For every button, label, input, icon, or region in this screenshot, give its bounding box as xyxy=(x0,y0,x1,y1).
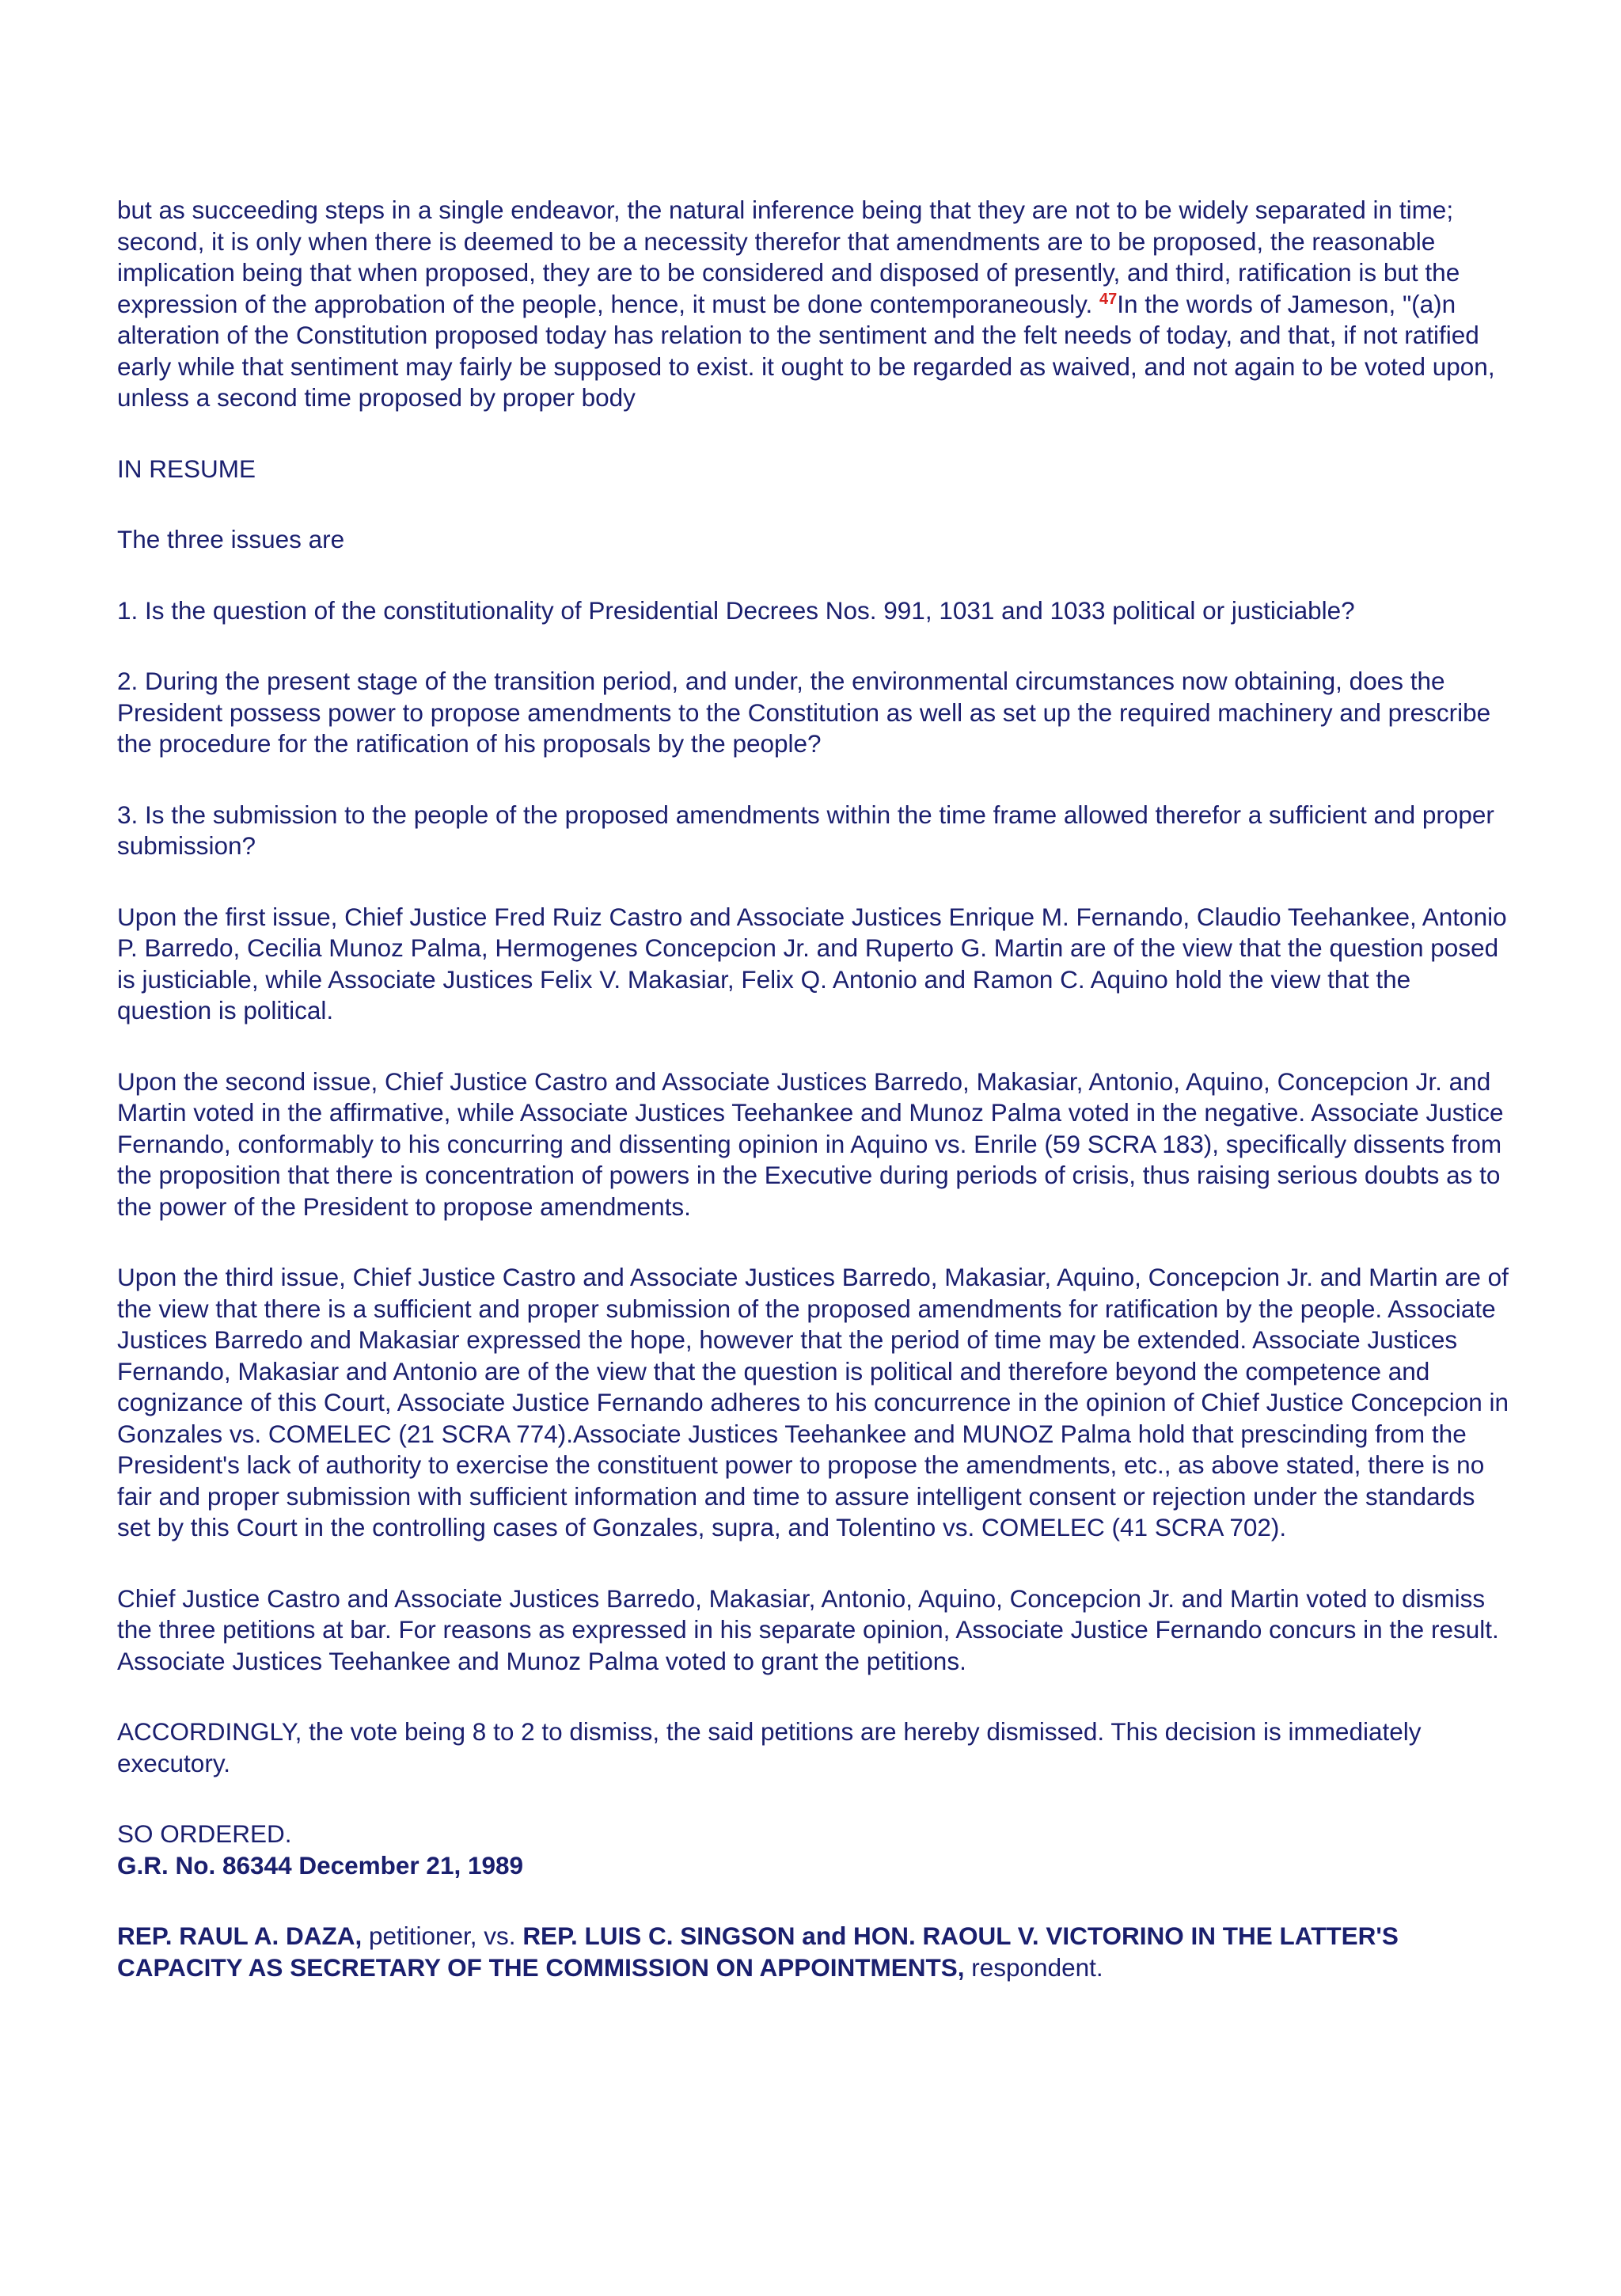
continuation-paragraph xyxy=(117,195,1512,414)
accordingly-paragraph: ACCORDINGLY, the vote being 8 to 2 to dismiss, the said petitions are hereby dismissed. This decision is immediately executory. xyxy=(117,1717,1422,1777)
gr-number-heading: G.R. No. 86344 December 21, 1989 xyxy=(117,1850,524,1880)
dismissal-vote: Chief Justice Castro and Associate Justices Barredo, Makasiar, Antonio, Aquino, Concepcion Jr. and Martin voted to dismiss the three petitions at bar. For reasons as expressed in his separate opinion, Associate Justice Fernando concurs in the result. Associate Justices Teehankee and Munoz Palma voted to grant the petitions. xyxy=(117,1583,1499,1675)
so-ordered: SO ORDERED. xyxy=(117,1819,292,1848)
first-issue-vote: Upon the first issue, Chief Justice Fred Ruiz Castro and Associate Justices Enrique M. Fernando, Claudio Teehankee, Antonio P. Barredo, Cecilia Munoz Palma, Hermogenes Concepcion Jr. and Ruperto G. Martin are of the view that the question posed is justiciable, while Associate Justices Felix V. Makasiar, Felix Q. Antonio and Ramon C. Aquino hold the view that the question is political. xyxy=(117,902,1507,1024)
issue-3: 3. Is the submission to the people of the proposed amendments within the time frame allowed therefor a sufficient and proper submission? xyxy=(117,800,1494,860)
section-heading-in-resume: IN RESUME xyxy=(117,454,256,483)
issue-1: 1. Is the question of the constitutionality of Presidential Decrees Nos. 991, 1031 and 1033 political or justiciable? xyxy=(117,595,1355,625)
footnote-marker[interactable]: 47 xyxy=(1099,290,1118,308)
issues-intro: The three issues are xyxy=(117,525,345,553)
case-title xyxy=(117,1921,1512,1983)
issue-2: 2. During the present stage of the transition period, and under, the environmental circumstances now obtaining, does the President possess power to propose amendments to the Constitution as well as set up the required machinery and prescribe the procedure for the ratification of his proposals by the people? xyxy=(117,667,1491,758)
continuation-text: but as succeeding steps in a single endeavor, the natural inference being that they are not to be widely separated in time; second, it is only when there is deemed to be a necessity therefor that amendments are to be proposed, the reasonable implication being that when proposed, they are to be considered and disposed of presently, and third, ratification is but the expression of the approbation of the people, hence, it must be done contemporaneously. xyxy=(117,196,1460,318)
second-issue-vote: Upon the second issue, Chief Justice Castro and Associate Justices Barredo, Makasiar, Antonio, Aquino, Concepcion Jr. and Martin voted in the affirmative, while Associate Justices Teehankee and Munoz Palma voted in the negative. Associate Justice Fernando, conformably to his concurring and dissenting opinion in Aquino vs. Enrile (59 SCRA 183), specifically dissents from the proposition that there is concentration of powers in the Executive during periods of crisis, thus raising serious doubts as to the power of the President to propose amendments. xyxy=(117,1066,1504,1221)
petitioner-role: petitioner, vs. xyxy=(362,1922,523,1950)
third-issue-vote: Upon the third issue, Chief Justice Castro and Associate Justices Barredo, Makasiar, Aquino, Concepcion Jr. and Martin are of the view that there is a sufficient and proper submission of the proposed amendments for ratification by the people. Associate Justices Barredo and Makasiar expressed the hope, however that the period of time may be extended. Associate Justices Fernando, Makasiar and Antonio are of the view that the question is political and therefore beyond the competence and cognizance of this Court, Associate Justice Fernando adheres to his concurrence in the opinion of Chief Justice Concepcion in Gonzales vs. COMELEC (21 SCRA 774).Associate Justices Teehankee and MUNOZ Palma hold that prescinding from the President's lack of authority to exercise the constituent power to propose the amendments, etc., as above stated, there is no fair and proper submission with sufficient information and time to assure intelligent consent or rejection under the standards set by this Court in the controlling cases of Gonzales, supra, and Tolentino vs. COMELEC (41 SCRA 702). xyxy=(117,1263,1509,1541)
petitioner-name: REP. RAUL A. DAZA, xyxy=(117,1922,363,1950)
jameson-quote-text: In the words of Jameson, "(a)n alteration of the Constitution proposed today has relation to the sentiment and the felt needs of today, and that, if not ratified early while that sentiment may fairly be supposed to exist. it ought to be regarded as waived, and not again to be voted upon, unless a second time proposed by proper body xyxy=(117,289,1495,412)
respondent-name: REP. LUIS C. SINGSON and HON. RAOUL V. VICTORINO IN THE LATTER'S CAPACITY AS SECRETARY OF THE COMMISSION ON APPOINTMENTS, xyxy=(117,1922,1399,1982)
document-body xyxy=(117,195,1512,2023)
respondent-role: respondent. xyxy=(964,1952,1103,1982)
